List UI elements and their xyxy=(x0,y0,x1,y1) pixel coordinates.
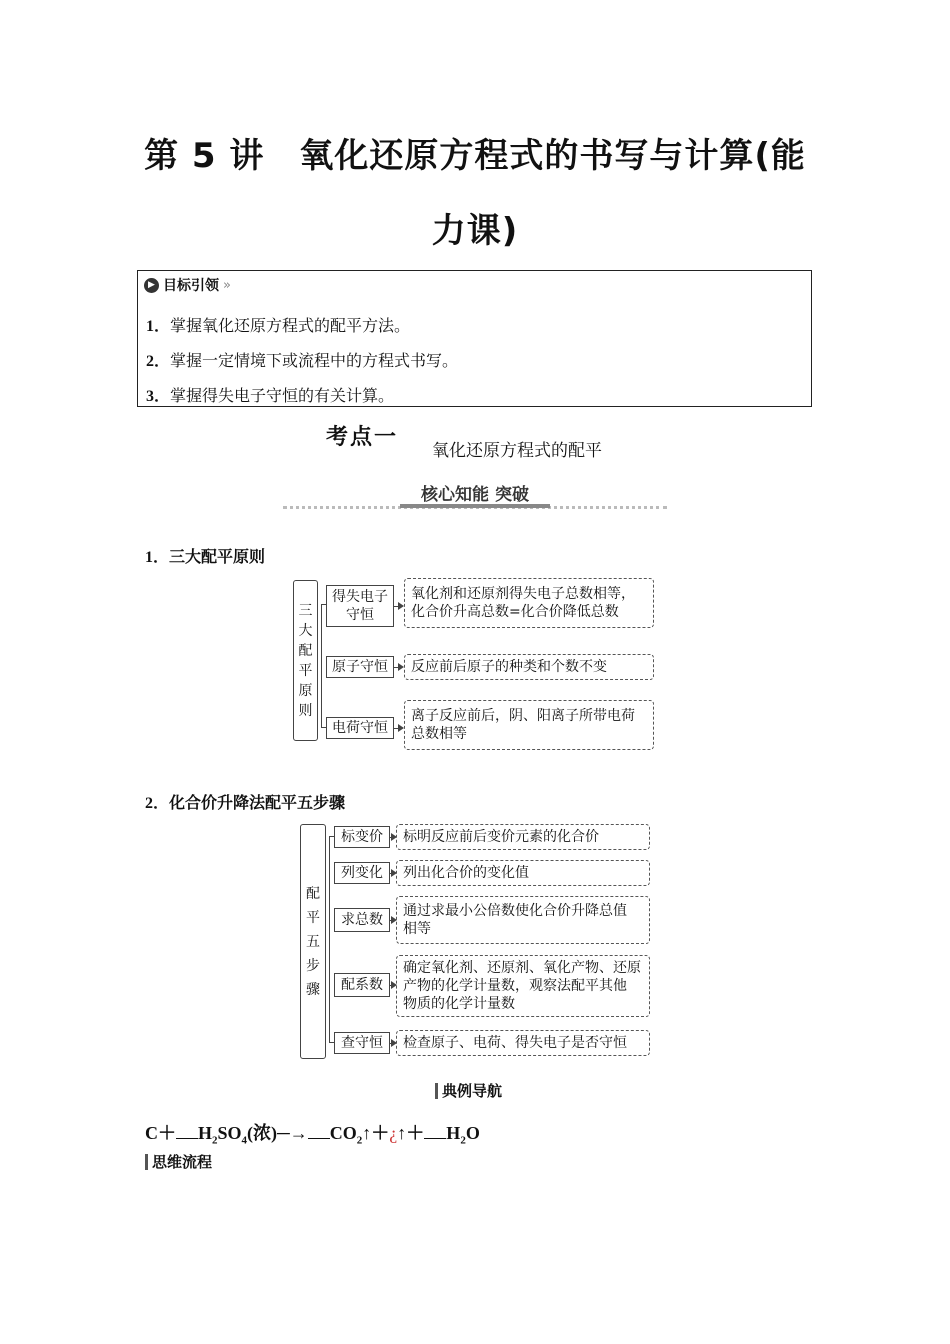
section1-desc-3: 离子反应前后，阴、阳离子所带电荷 总数相等 xyxy=(404,700,654,750)
section1-desc-1: 氧化剂和还原剂得失电子总数相等， 化合价升高总数=化合价降低总数 xyxy=(404,578,654,628)
goals-header-label: 目标引领 xyxy=(163,278,219,294)
kaodian-label: 考点一 xyxy=(326,425,399,450)
goal-item-1: 1．掌握氧化还原方程式的配平方法。 xyxy=(146,316,411,335)
section2-label-5: 查守恒 xyxy=(334,1032,390,1054)
section1-label-1: 得失电子 守恒 xyxy=(326,585,394,627)
goal-item-3: 3．掌握得失电子守恒的有关计算。 xyxy=(146,386,395,405)
page-title-line1: 第 5 讲 氧化还原方程式的书写与计算(能 xyxy=(144,136,806,176)
section2-desc-4: 确定氧化剂、还原剂、氧化产物、还原 产物的化学计量数，观察法配平其他 物质的化学计量数 xyxy=(396,955,650,1017)
section1-root: 三 大 配 平 原 则 xyxy=(293,580,318,741)
example-equation: $C+ H_2SO_4$(浓)─→ $CO_2↑+¿↑+ H_2O$ xyxy=(145,1123,480,1147)
section2-desc-3: 通过求最小公倍数使化合价升降总值 相等 xyxy=(396,896,650,944)
goal-item-2: 2．掌握一定情境下或流程中的方程式书写。 xyxy=(146,351,459,370)
section1-label-3: 电荷守恒 xyxy=(326,717,394,739)
section2-desc-1: 标明反应前后变价元素的化合价 xyxy=(396,824,650,850)
section2-root: 配 平 五 步 骤 xyxy=(300,824,326,1059)
example-header: 典例导航 xyxy=(435,1083,502,1099)
section2-label-4: 配系数 xyxy=(334,973,390,997)
section1-desc-2: 反应前后原子的种类和个数不变 xyxy=(404,654,654,680)
double-chevron-icon: » xyxy=(223,277,231,293)
section2-desc-5: 检查原子、电荷、得失电子是否守恒 xyxy=(396,1030,650,1056)
section2-label-2: 列变化 xyxy=(334,862,390,884)
core-banner xyxy=(283,478,667,512)
section2-title: 2．化合价升降法配平五步骤 xyxy=(145,793,346,812)
goals-header xyxy=(144,275,231,295)
section2-label-1: 标变价 xyxy=(334,826,390,848)
section2-label-3: 求总数 xyxy=(334,908,390,932)
page-title-line2: 力课) xyxy=(431,211,519,251)
section2-desc-2: 列出化合价的变化值 xyxy=(396,860,650,886)
play-icon: ▶ xyxy=(144,278,159,293)
section1-title: 1．三大配平原则 xyxy=(145,547,266,566)
goals-box xyxy=(137,270,812,407)
core-banner-label: 核心知能 突破 xyxy=(421,485,529,505)
kaodian-title: 氧化还原方程式的配平 xyxy=(432,441,602,461)
thinking-header: 思维流程 xyxy=(145,1154,212,1170)
section1-label-2: 原子守恒 xyxy=(326,656,394,678)
